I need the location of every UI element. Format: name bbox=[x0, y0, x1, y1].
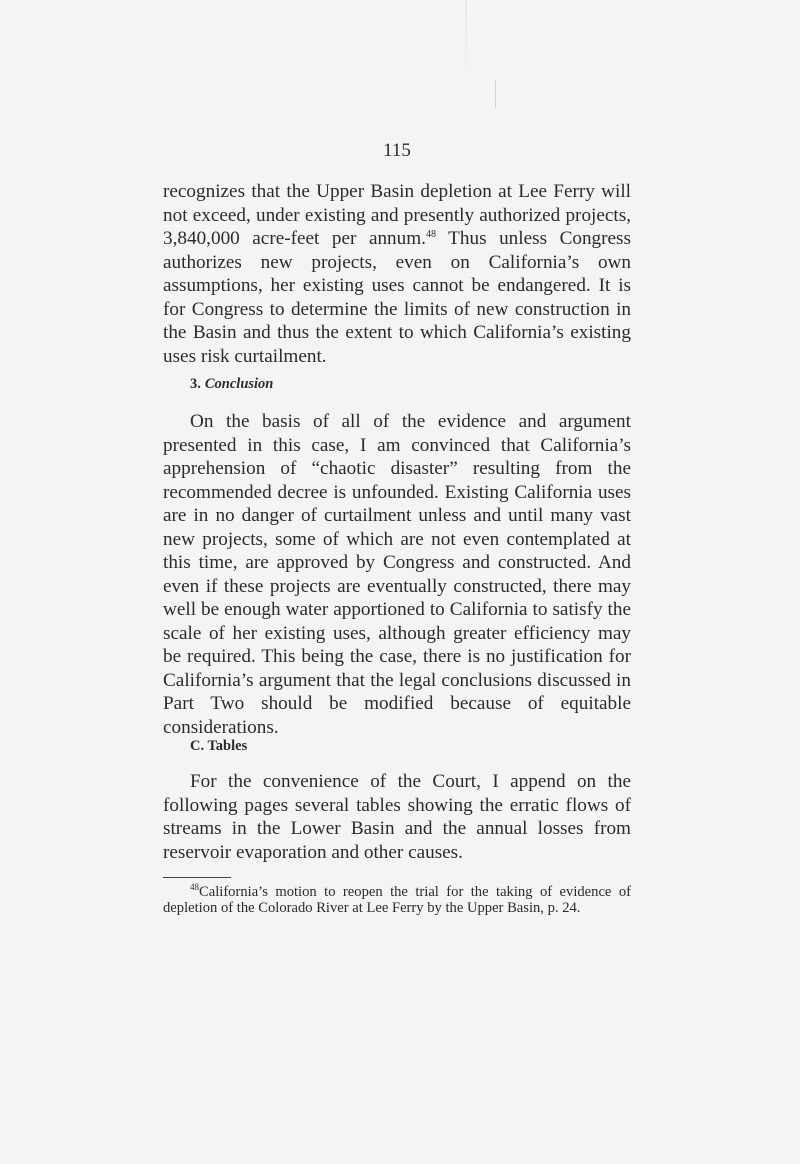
scan-mark bbox=[495, 80, 496, 108]
footnote-marker: 48 bbox=[190, 882, 199, 892]
footnote-reference: 48 bbox=[425, 229, 436, 240]
section-heading-conclusion bbox=[190, 376, 273, 393]
section-title: Conclusion bbox=[204, 376, 274, 392]
scan-fold-mark bbox=[465, 0, 467, 70]
paragraph-continuation bbox=[163, 180, 631, 368]
footnote bbox=[163, 884, 631, 916]
paragraph-text: recognizes that the Upper Basin depletion at Lee Ferry will not exceed, under existing and presently authorized projects, 3,840,000 acre-feet per annum. bbox=[163, 181, 631, 249]
section-number: 3. bbox=[190, 376, 201, 392]
paragraph-tables: For the convenience of the Court, I append on the following pages several tables showing the erratic flows of streams in the Lower Basin and the annual losses from reservoir evaporation and other causes. bbox=[163, 771, 631, 863]
section-heading-tables: C. Tables bbox=[190, 738, 248, 754]
footnote-text: California’s motion to reopen the trial for the taking of evidence of depletion of the Colorado River at Lee Ferry by the Upper Basin, p. 24. bbox=[163, 884, 631, 916]
paragraph-text: Thus unless Congress authorizes new projects, even on California’s own assumptions, her existing uses cannot be endangered. It is for Congress to determine the limits of new construction in the Basin and thus the extent to which California’s existing uses risk curtailment. bbox=[163, 228, 631, 367]
page-number: 115 bbox=[383, 140, 411, 161]
footnote-rule bbox=[163, 877, 231, 878]
paragraph-conclusion: On the basis of all of the evidence and argument presented in this case, I am convinced that California’s apprehension of “chaotic disaster” resulting from the recommended decree is unfounded. Existing California uses are in no danger of curtailment unless and until many vast new projects, some of which are not even contemplated at this time, are approved by Congress and constructed. And even if these projects are eventually constructed, there may well be enough water apportioned to California to satisfy the scale of her existing uses, although greater efficiency may be required. This being the case, there is no justification for California’s argument that the legal conclusions discussed in Part Two should be modified because of equitable considerations. bbox=[163, 411, 631, 738]
